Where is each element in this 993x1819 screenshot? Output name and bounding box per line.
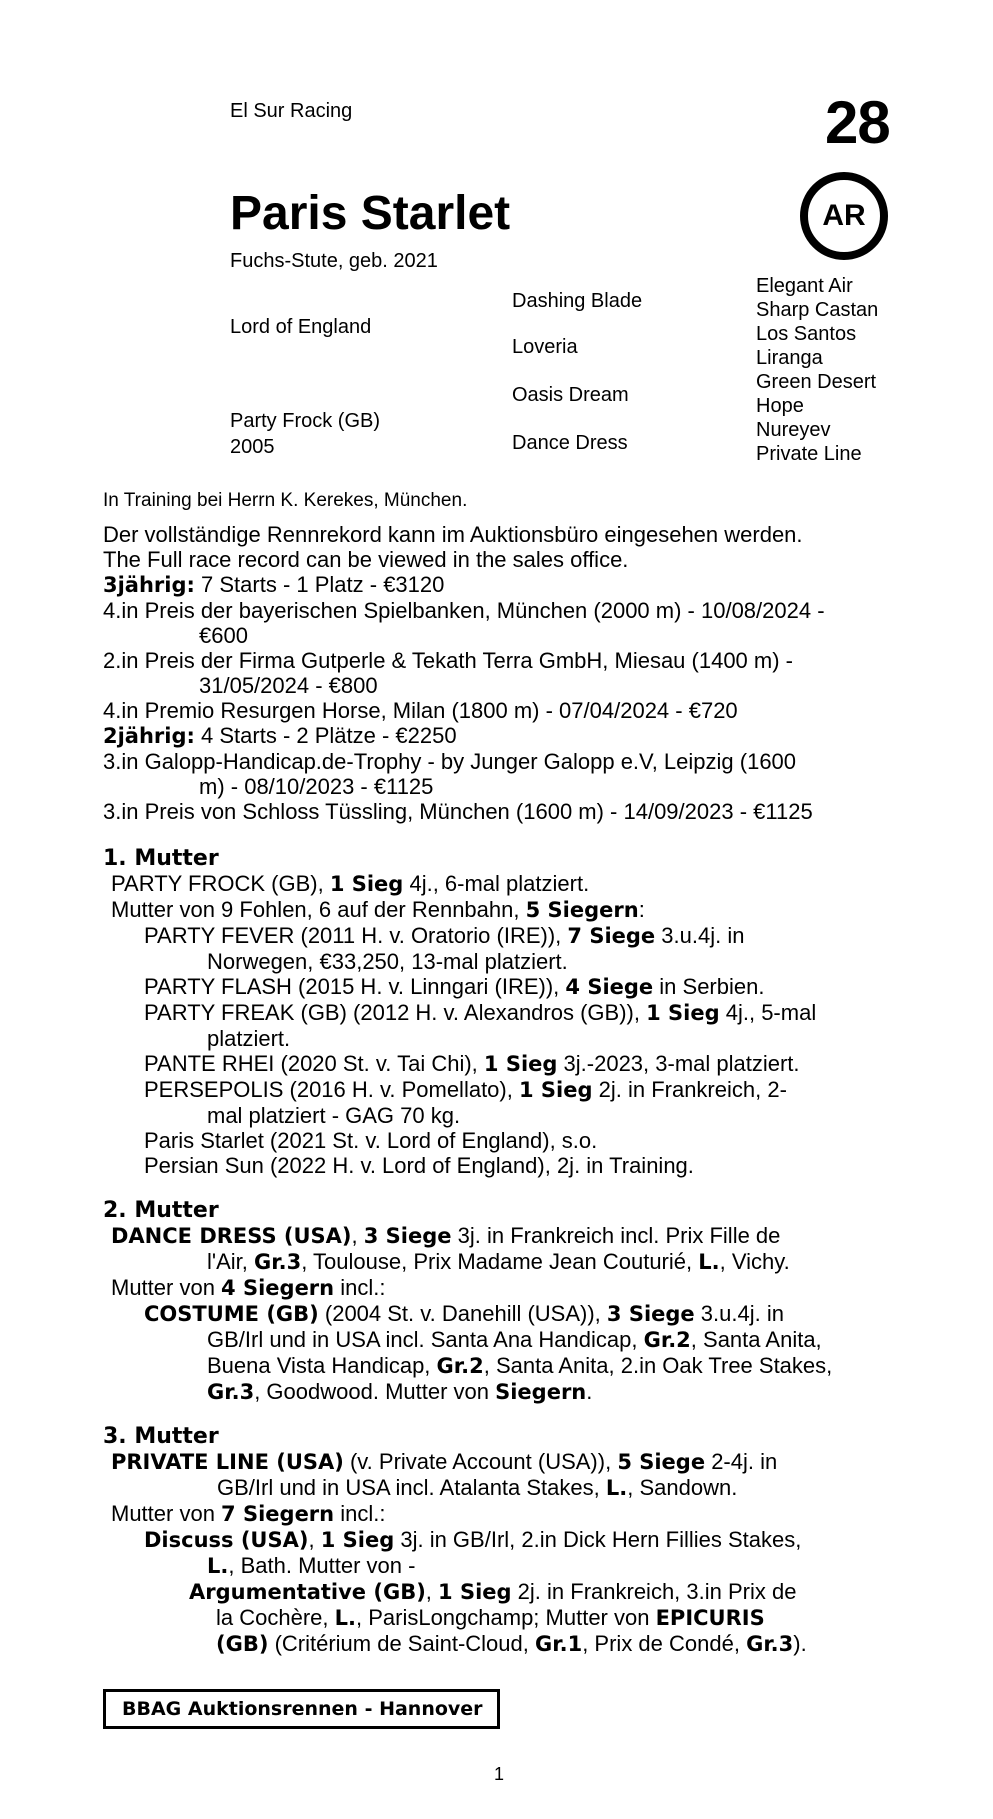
pedigree-gen3-2: Sharp Castan — [756, 299, 879, 321]
race-entry-cont: 31/05/2024 - €800 — [199, 673, 378, 698]
page-number: 1 — [494, 1764, 505, 1784]
foal-entry-cont: Buena Vista Handicap, Gr.2, Santa Anita, 2.in Oak Tree Stakes, — [207, 1353, 833, 1378]
dam2-produce: Mutter von 4 Siegern incl.: — [111, 1275, 386, 1300]
age3-stats: 7 Starts - 1 Platz - €3120 — [194, 572, 445, 597]
pedigree-gen3-3: Los Santos — [756, 323, 857, 345]
dam1-produce: Mutter von 9 Fohlen, 6 auf der Rennbahn, 5 Siegern: — [111, 897, 645, 922]
pedigree-gen3-1: Elegant Air — [756, 275, 853, 297]
dam3-produce: Mutter von 7 Siegern incl.: — [111, 1501, 386, 1526]
granddam-foal-cont: (GB) (Critérium de Saint-Cloud, Gr.1, Prix de Condé, Gr.3). — [216, 1631, 807, 1656]
age2-summary — [103, 723, 903, 749]
race-entry: 3.in Preis von Schloss Tüssling, München (1600 m) - 14/09/2023 - €1125 — [103, 799, 813, 824]
race-entry: 3.in Galopp-Handicap.de-Trophy - by Junger Galopp e.V, Leipzig (1600 — [103, 749, 797, 774]
race-record — [103, 522, 903, 824]
foal-entry-cont: Norwegen, €33,250, 13-mal platziert. — [207, 949, 568, 974]
pedigree-gen3-8: Private Line — [756, 443, 862, 465]
race-entry: 4.in Premio Resurgen Horse, Milan (1800 m) - 07/04/2024 - €720 — [103, 698, 738, 723]
dam-year: 2005 — [230, 436, 275, 458]
foal-entry-cont: platziert. — [207, 1026, 291, 1051]
training-note: In Training bei Herrn K. Kerekes, München. — [103, 490, 468, 511]
dam3-section — [103, 1424, 903, 1657]
dam3-line: PRIVATE LINE (USA) (v. Private Account (USA)), 5 Siege 2-4j. in — [111, 1449, 778, 1474]
foal-entry: Persian Sun (2022 H. v. Lord of England), 2j. in Training. — [144, 1153, 694, 1178]
granddam-foal-entry: Argumentative (GB), 1 Sieg 2j. in Frankreich, 3.in Prix de — [189, 1579, 797, 1604]
pedigree-gen2-1: Dashing Blade — [512, 290, 643, 312]
age2-label: 2jährig: — [103, 724, 195, 748]
foal-entry-cont: L., Bath. Mutter von - — [207, 1553, 416, 1578]
age3-label: 3jährig: — [103, 573, 195, 597]
race-entry: 2.in Preis der Firma Gutperle & Tekath Terra GmbH, Miesau (1400 m) - — [103, 648, 793, 673]
foal-entry: COSTUME (GB) (2004 St. v. Danehill (USA)), 3 Siege 3.u.4j. in — [144, 1301, 784, 1326]
seller-name: El Sur Racing — [230, 100, 353, 122]
granddam-foal-cont: la Cochère, L., ParisLongchamp; Mutter von EPICURIS — [216, 1605, 765, 1630]
foal-entry: PARTY FEVER (2011 H. v. Oratorio (IRE)), 7 Siege 3.u.4j. in — [144, 923, 745, 948]
foal-entry: PERSEPOLIS (2016 H. v. Pomellato), 1 Sieg 2j. in Frankreich, 2- — [144, 1077, 787, 1102]
pedigree-gen3-4: Liranga — [756, 347, 823, 369]
foal-entry-cont: GB/Irl und in USA incl. Santa Ana Handicap, Gr.2, Santa Anita, — [207, 1327, 822, 1352]
foal-entry: Discuss (USA), 1 Sieg 3j. in GB/Irl, 2.in Dick Hern Fillies Stakes, — [144, 1527, 802, 1552]
record-note-en: The Full race record can be viewed in the sales office. — [103, 547, 629, 572]
foal-entry: PARTY FREAK (GB) (2012 H. v. Alexandros (GB)), 1 Sieg 4j., 5-mal — [144, 1000, 817, 1025]
horse-name: Paris Starlet — [230, 187, 511, 240]
race-entry-cont: m) - 08/10/2023 - €1125 — [199, 774, 434, 799]
dam2-line-cont: l'Air, Gr.3, Toulouse, Prix Madame Jean Couturié, L., Vichy. — [207, 1249, 790, 1274]
horse-description: Fuchs-Stute, geb. 2021 — [230, 250, 438, 272]
dam2-section — [103, 1198, 903, 1405]
foal-entry: Paris Starlet (2021 St. v. Lord of England), s.o. — [144, 1128, 598, 1153]
pedigree-gen3-6: Hope — [756, 395, 804, 417]
foal-entry: PARTY FLASH (2015 H. v. Linngari (IRE)), 4 Siege in Serbien. — [144, 974, 765, 999]
age2-stats: 4 Starts - 2 Plätze - €2250 — [194, 723, 457, 748]
pedigree-gen3-5: Green Desert — [756, 371, 877, 393]
dam1-line: PARTY FROCK (GB), 1 Sieg 4j., 6-mal platziert. — [111, 871, 590, 896]
dam2-title: 2. Mutter — [103, 1198, 219, 1223]
foal-entry-cont: mal platziert - GAG 70 kg. — [207, 1103, 461, 1128]
pedigree-gen3-7: Nureyev — [756, 419, 831, 441]
pedigree-gen2-3: Oasis Dream — [512, 384, 629, 406]
dam2-line: DANCE DRESS (USA), 3 Siege 3j. in Frankreich incl. Prix Fille de — [111, 1223, 781, 1248]
sire-name: Lord of England — [230, 316, 372, 338]
dam1-title: 1. Mutter — [103, 846, 219, 871]
foal-entry-cont: Gr.3, Goodwood. Mutter von Siegern. — [207, 1379, 593, 1404]
pedigree-gen2-4: Dance Dress — [512, 432, 628, 454]
race-label-box: BBAG Auktionsrennen - Hannover — [103, 1689, 500, 1729]
dam3-line-cont: GB/Irl und in USA incl. Atalanta Stakes, L., Sandown. — [217, 1475, 738, 1500]
race-entry: 4.in Preis der bayerischen Spielbanken, München (2000 m) - 10/08/2024 - — [103, 598, 825, 623]
lot-number: 28 — [825, 89, 890, 156]
dam3-title: 3. Mutter — [103, 1424, 219, 1449]
foal-entry: PANTE RHEI (2020 St. v. Tai Chi), 1 Sieg 3j.-2023, 3-mal platziert. — [144, 1051, 800, 1076]
dam1-section — [103, 846, 903, 1178]
record-note-de: Der vollständige Rennrekord kann im Auktionsbüro eingesehen werden. — [103, 522, 803, 547]
age3-summary — [103, 572, 903, 598]
race-entry-cont: €600 — [199, 623, 248, 648]
ar-badge-icon: AR — [800, 172, 888, 260]
pedigree-gen2-2: Loveria — [512, 336, 578, 358]
dam-name: Party Frock (GB) — [230, 410, 381, 432]
